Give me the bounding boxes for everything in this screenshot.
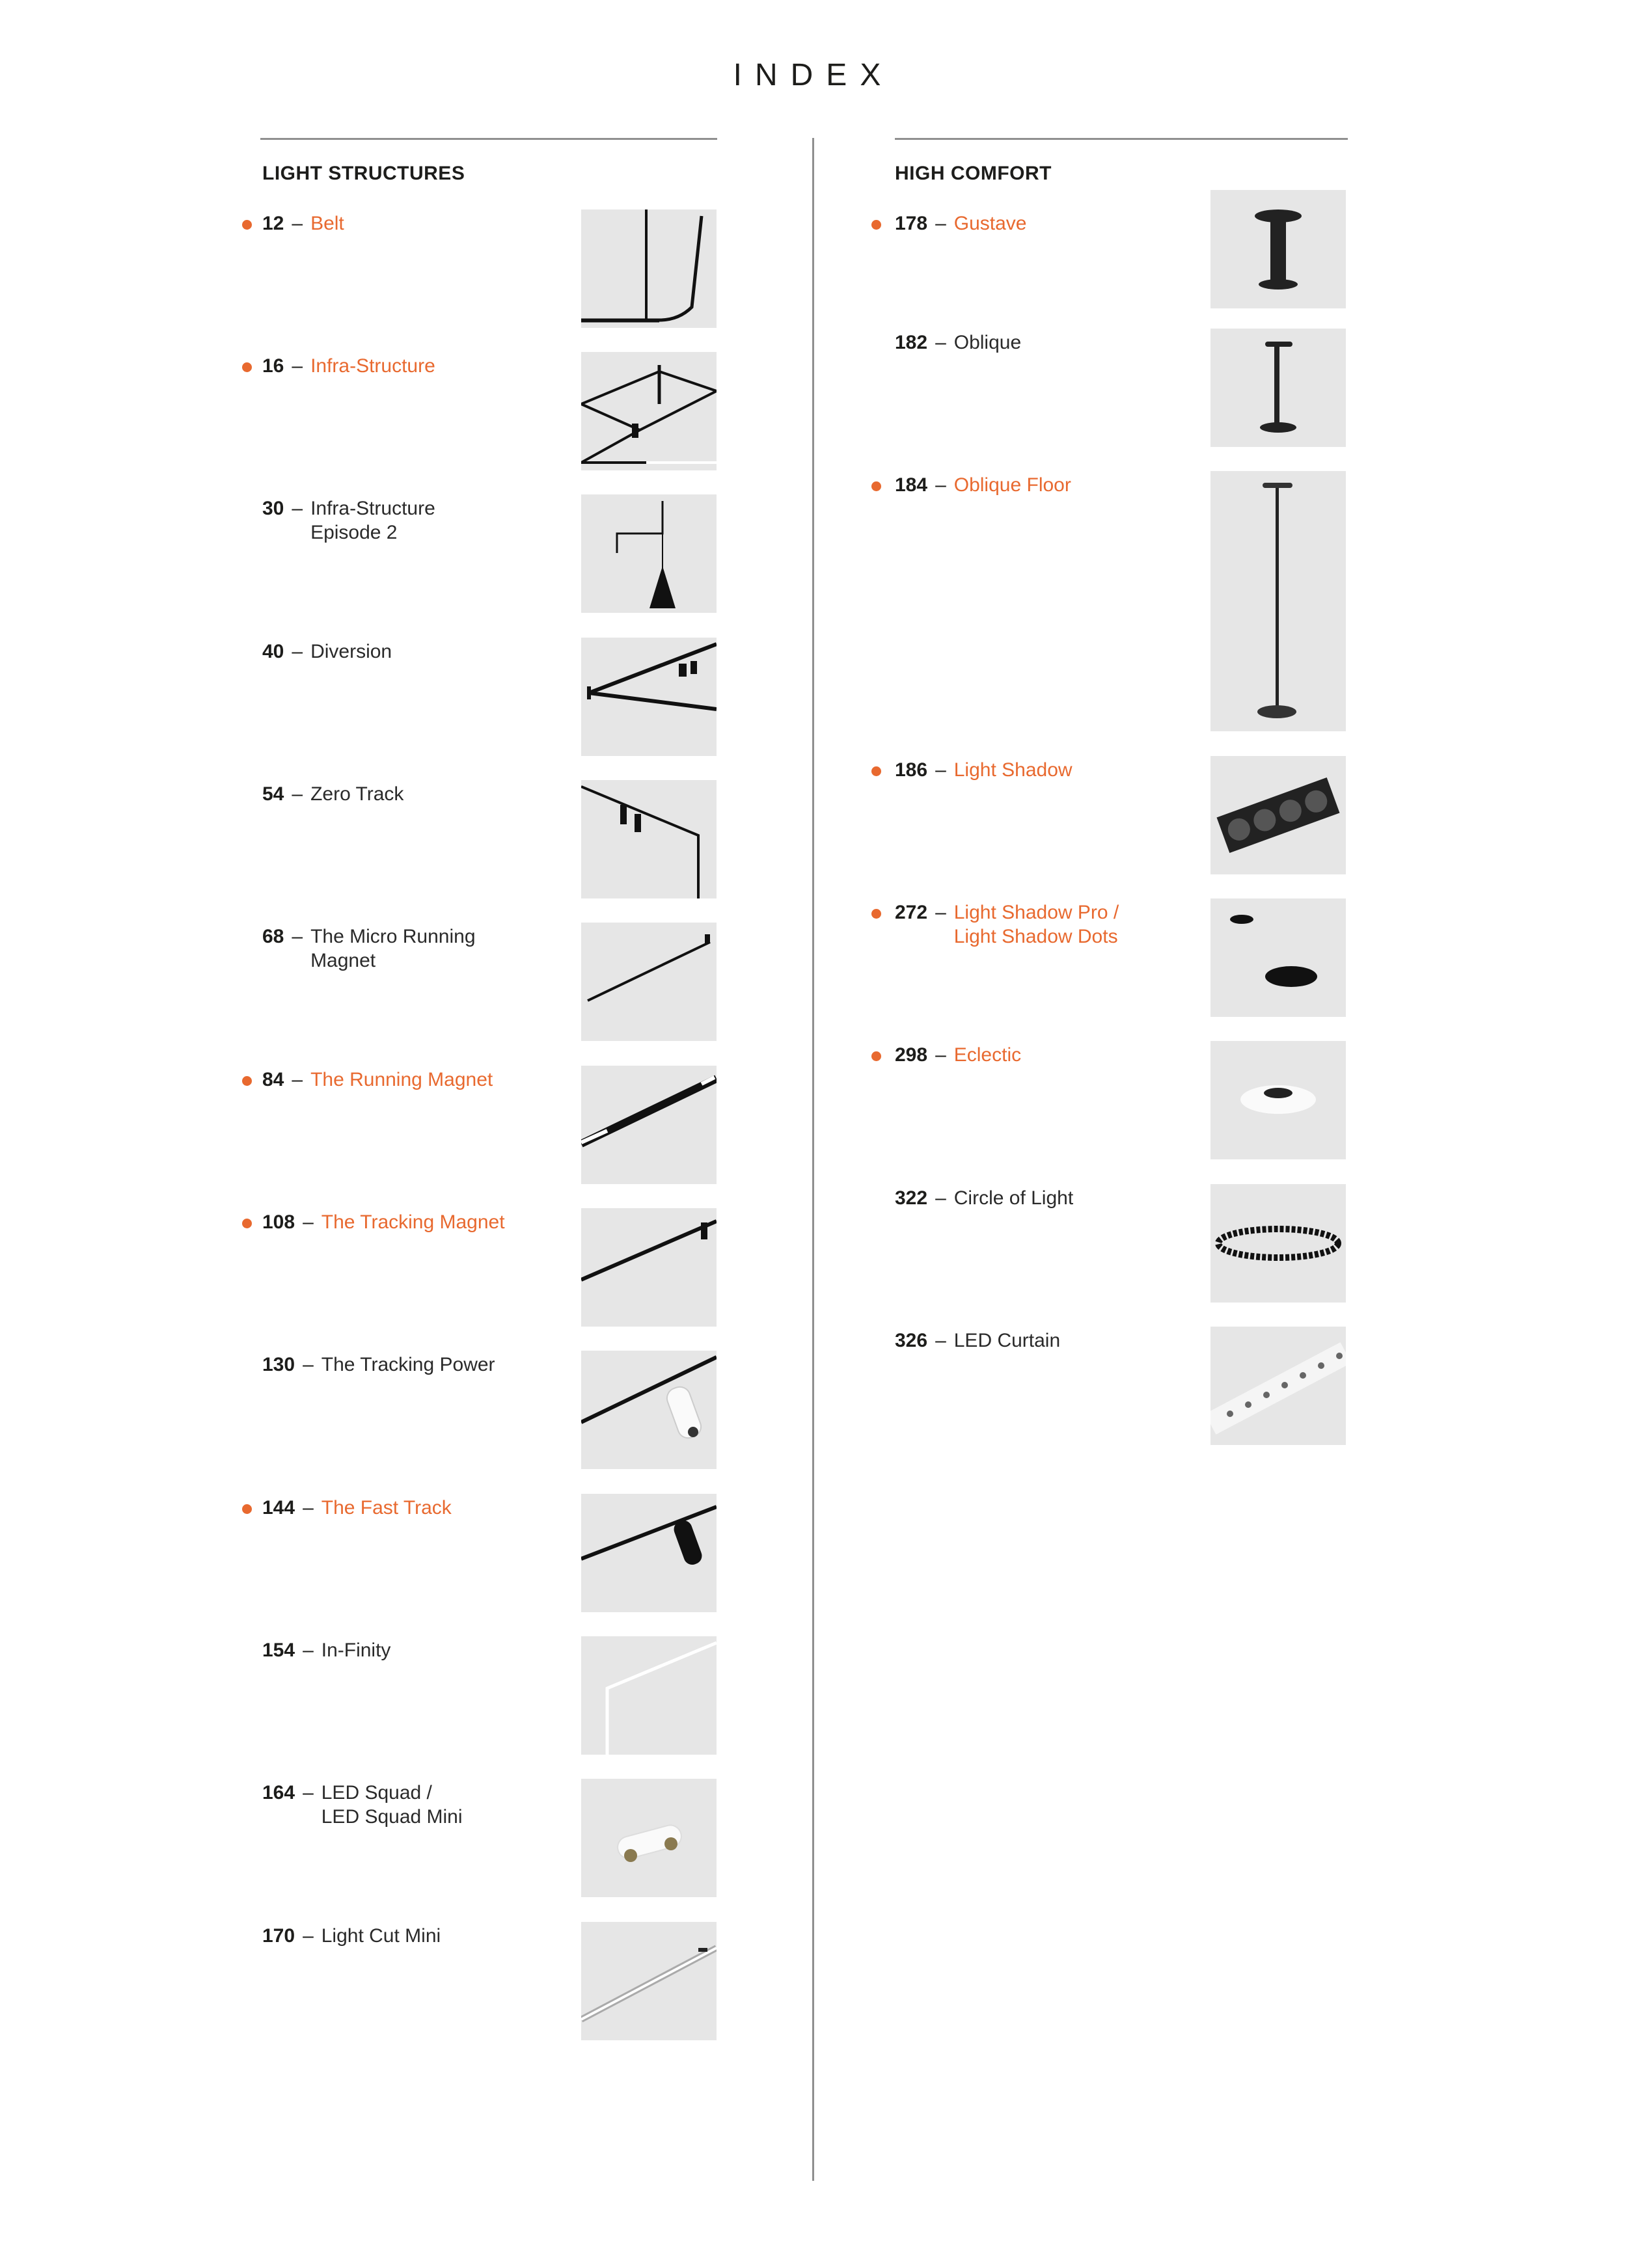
product-name-line2: Episode 2 [310,522,398,543]
page-number: 54 [262,783,284,805]
index-entry[interactable] [262,496,435,521]
product-name-line2: Magnet [310,950,376,971]
page-number: 84 [262,1069,284,1090]
highlight-dot [242,362,252,372]
separator-dash: – [292,783,303,805]
floor-lamp-icon [1210,471,1346,731]
index-entry[interactable] [262,640,392,664]
section-heading-high-comfort: HIGH COMFORT [895,163,1052,184]
separator-dash: – [303,1354,314,1375]
page-number: 30 [262,498,284,519]
page-number: 164 [262,1782,295,1803]
product-name: Light Shadow [953,759,1073,781]
ring-light-icon [1210,1184,1346,1303]
recessed-multi-icon [1210,756,1346,874]
right-column-rule [895,138,1348,140]
separator-dash: – [292,926,303,947]
separator-dash: – [303,1211,314,1233]
micro-track-icon [581,923,717,1041]
downlight-icon [1210,1041,1346,1159]
product-name: The Tracking Power [321,1354,495,1375]
page-number: 68 [262,926,284,947]
separator-dash: – [935,213,946,234]
led-squad-icon [581,1779,717,1897]
product-name: Oblique Floor [953,474,1071,496]
in-finity-icon [581,1636,717,1755]
cone-pendant-icon [581,494,717,613]
product-name: Light Shadow Pro / [953,902,1119,923]
separator-dash: – [303,1925,314,1947]
index-entry[interactable] [895,900,1119,925]
page-number: 178 [895,213,928,234]
product-name: The Running Magnet [310,1069,493,1090]
recessed-dots-icon [1210,898,1346,1017]
page-number: 16 [262,355,284,377]
page-title: INDEX [733,58,894,92]
light-cut-icon [581,1922,717,2040]
fast-track-icon [581,1494,717,1612]
product-name: Light Cut Mini [321,1925,441,1947]
index-entry[interactable] [262,1924,441,1949]
index-entry[interactable] [895,331,1021,355]
product-name-line2: LED Squad Mini [321,1806,463,1828]
highlight-dot [871,766,881,776]
product-name: Eclectic [953,1044,1022,1066]
product-name: Circle of Light [953,1187,1074,1209]
highlight-dot [871,1051,881,1061]
index-entry[interactable] [895,211,1026,236]
highlight-dot [242,220,252,230]
product-name: Infra-Structure [310,498,435,519]
tracking-magnet-icon [581,1208,717,1327]
index-entry[interactable] [262,1210,505,1235]
index-entry[interactable] [262,1353,495,1377]
page-number: 298 [895,1044,928,1066]
separator-dash: – [292,1069,303,1090]
led-strip-icon [1210,1327,1346,1445]
separator-dash: – [935,902,946,923]
product-name: Gustave [953,213,1027,234]
index-entry[interactable] [895,1043,1021,1068]
page-number: 186 [895,759,928,781]
product-name: The Micro Running [310,926,476,947]
highlight-dot [871,220,881,230]
separator-dash: – [292,213,303,234]
product-name: Oblique [953,332,1022,353]
separator-dash: – [935,1187,946,1209]
highlight-dot [242,1504,252,1514]
index-entry[interactable] [262,211,344,236]
product-name: The Tracking Magnet [321,1211,505,1233]
product-name: LED Squad / [321,1782,432,1803]
separator-dash: – [303,1497,314,1519]
page-number: 40 [262,641,284,662]
page-number: 108 [262,1211,295,1233]
index-entry[interactable] [262,1068,493,1092]
highlight-dot [242,1076,252,1086]
left-column-rule [260,138,717,140]
running-magnet-icon [581,1066,717,1184]
page-number: 326 [895,1330,928,1351]
separator-dash: – [292,355,303,377]
product-name-line2: Light Shadow Dots [953,926,1118,947]
page-number: 272 [895,902,928,923]
separator-dash: – [303,1640,314,1661]
separator-dash: – [935,474,946,496]
index-entry[interactable] [895,758,1073,783]
index-entry[interactable] [262,925,476,949]
desk-lamp-icon [1210,329,1346,447]
separator-dash: – [935,759,946,781]
product-name: In-Finity [321,1640,391,1661]
product-name: Zero Track [310,783,404,805]
section-heading-light-structures: LIGHT STRUCTURES [262,163,465,184]
diversion-track-icon [581,638,717,756]
product-name: The Fast Track [321,1497,452,1519]
table-lamp-icon [1210,190,1346,308]
page-number: 12 [262,213,284,234]
page-number: 182 [895,332,928,353]
page-number: 184 [895,474,928,496]
page-number: 130 [262,1354,295,1375]
index-entry[interactable] [262,354,435,379]
infra-structure-lamp-icon [581,352,717,470]
separator-dash: – [935,1044,946,1066]
index-entry[interactable] [895,1329,1060,1353]
separator-dash: – [303,1782,314,1803]
page-number: 322 [895,1187,928,1209]
product-name: LED Curtain [953,1330,1061,1351]
separator-dash: – [935,1330,946,1351]
column-divider [812,138,814,2181]
product-name: Diversion [310,641,392,662]
page-number: 154 [262,1640,295,1661]
highlight-dot [871,481,881,491]
index-entry[interactable] [895,473,1071,498]
belt-lamp-icon [581,209,717,328]
zero-track-icon [581,780,717,898]
index-entry[interactable] [262,1781,432,1805]
index-entry[interactable] [262,782,403,807]
tracking-power-icon [581,1351,717,1469]
separator-dash: – [292,641,303,662]
index-entry[interactable] [262,1638,390,1663]
separator-dash: – [292,498,303,519]
index-entry[interactable] [895,1186,1073,1211]
index-entry[interactable] [262,1496,452,1520]
highlight-dot [871,909,881,919]
highlight-dot [242,1219,252,1228]
separator-dash: – [935,332,946,353]
product-name: Belt [310,213,344,234]
page-number: 144 [262,1497,295,1519]
page-number: 170 [262,1925,295,1947]
product-name: Infra-Structure [310,355,435,377]
